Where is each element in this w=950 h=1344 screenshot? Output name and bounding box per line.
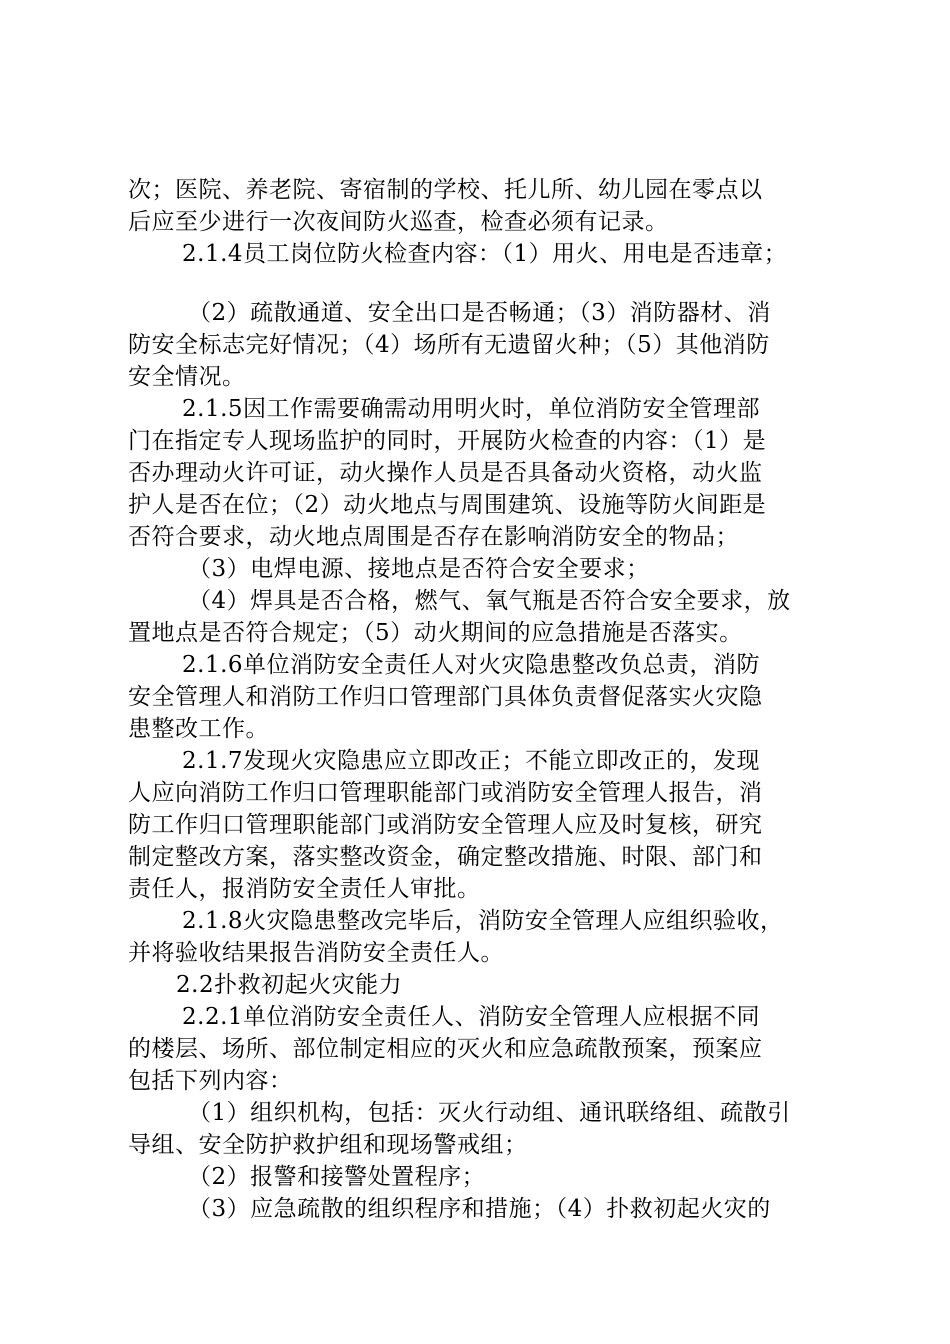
text-line: 防工作归口管理职能部门或消防安全管理人应及时复核，研究 <box>128 812 763 838</box>
text-line: 2.1.6单位消防安全责任人对火灾隐患整改负总责，消防 <box>182 652 761 678</box>
text-line: 责任人，报消防安全责任人审批。 <box>128 876 481 902</box>
text-line: 次；医院、养老院、寄宿制的学校、托儿所、幼儿园在零点以 <box>128 177 763 203</box>
text-line: 2.1.7发现火灾隐患应立即改正；不能立即改正的，发现 <box>182 748 761 774</box>
text-line: 安全情况。 <box>128 364 246 390</box>
text-line: 防安全标志完好情况；（4）场所有无遗留火种；（5）其他消防 <box>128 332 770 358</box>
text-line: 安全管理人和消防工作归口管理部门具体负责督促落实火灾隐 <box>128 684 763 710</box>
text-line: 2.2.1单位消防安全责任人、消防安全管理人应根据不同 <box>182 1004 761 1030</box>
text-line: 后应至少进行一次夜间防火巡查，检查必须有记录。 <box>128 209 669 235</box>
text-line: （2）疏散通道、安全出口是否畅通；（3）消防器材、消 <box>188 300 771 326</box>
text-line: 2.1.5因工作需要确需动用明火时，单位消防安全管理部 <box>182 396 761 422</box>
text-line: 包括下列内容： <box>128 1068 293 1094</box>
text-line: 患整改工作。 <box>128 716 269 742</box>
section-heading: 2.2扑救初起火灾能力 <box>176 972 403 998</box>
text-line: 否符合要求，动火地点周围是否存在影响消防安全的物品； <box>128 524 739 550</box>
text-line: 护人是否在位；（2）动火地点与周围建筑、设施等防火间距是 <box>128 492 767 518</box>
text-line: 2.1.8火灾隐患整改完毕后，消防安全管理人应组织验收， <box>182 908 784 934</box>
text-line: 人应向消防工作归口管理职能部门或消防安全管理人报告，消 <box>128 780 763 806</box>
text-line: （1）组织机构，包括：灭火行动组、通讯联络组、疏散引 <box>188 1100 791 1126</box>
text-line: 并将验收结果报告消防安全责任人。 <box>128 940 504 966</box>
text-line: 置地点是否符合规定；（5）动火期间的应急措施是否落实。 <box>128 620 743 646</box>
text-line: 否办理动火许可证，动火操作人员是否具备动火资格，动火监 <box>128 460 763 486</box>
text-line: （4）焊具是否合格，燃气、氧气瓶是否符合安全要求，放 <box>188 588 791 614</box>
text-line: 的楼层、场所、部位制定相应的灭火和应急疏散预案，预案应 <box>128 1036 763 1062</box>
text-line: （3）电焊电源、接地点是否符合安全要求； <box>188 556 650 582</box>
text-line: （2）报警和接警处置程序； <box>188 1164 486 1190</box>
text-line: 2.1.4员工岗位防火检查内容：（1）用火、用电是否违章； <box>182 241 788 267</box>
text-line: 导组、安全防护救护组和现场警戒组； <box>128 1132 528 1158</box>
text-line: 制定整改方案，落实整改资金，确定整改措施、时限、部门和 <box>128 844 763 870</box>
text-line: （3）应急疏散的组织程序和措施；（4）扑救初起火灾的 <box>188 1196 771 1222</box>
text-line: 门在指定专人现场监护的同时，开展防火检查的内容：（1）是 <box>128 428 767 454</box>
